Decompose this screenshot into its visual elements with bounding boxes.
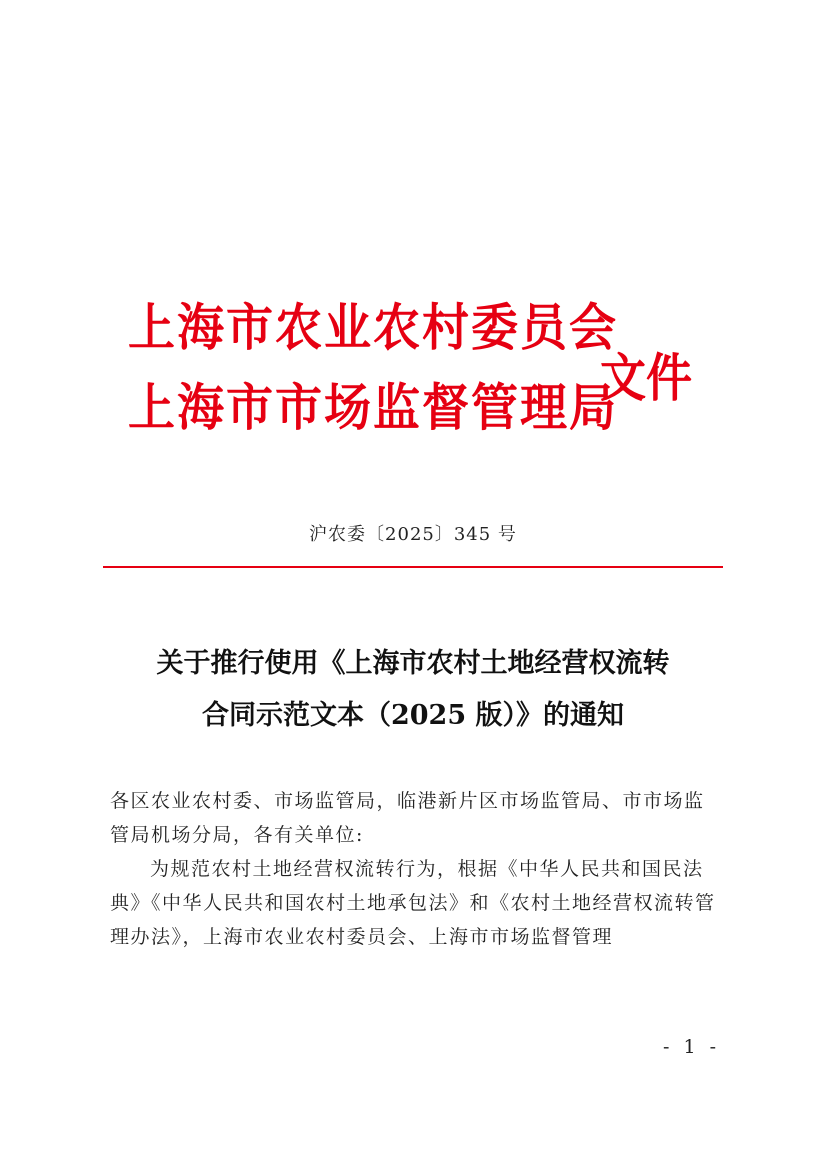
issuer-agriculture: 上海市农业农村委员会 (128, 298, 618, 359)
document-type-label: 文件 (600, 347, 692, 409)
document-number: 沪农委〔2025〕345 号 (309, 524, 517, 545)
title-line-1: 关于推行使用《上海市农村土地经营权流转 (156, 648, 670, 679)
notice-body (110, 784, 720, 954)
issuing-authorities (128, 296, 618, 442)
addressees: 各区农业农村委、市场监管局，临港新片区市场监管局、市市场监管局机场分局，各有关单位: (110, 790, 705, 846)
page-number: - 1 - (662, 1036, 720, 1058)
issuer-market-regulation: 上海市市场监督管理局 (128, 378, 618, 439)
title-line-2: 合同示范文本（2025 版）》的通知 (201, 700, 625, 731)
notice-title (100, 638, 726, 742)
body-paragraph: 为规范农村土地经营权流转行为，根据《中华人民共和国民法典》《中华人民共和国农村土地承包法》和《农村土地经营权流转管理办法》，上海市农业农村委员会、上海市市场监督管理 (110, 858, 716, 948)
red-divider (103, 566, 723, 568)
